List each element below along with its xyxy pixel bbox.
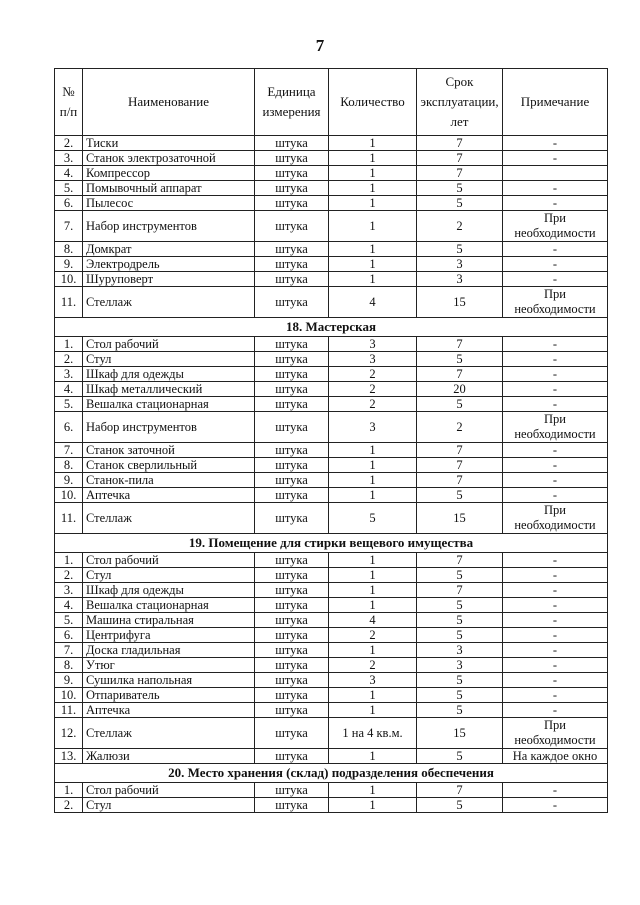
cell-note: - [503,352,608,367]
section-header-row [55,534,608,553]
cell-quantity: 1 [329,798,417,813]
cell-service-life: 7 [417,473,503,488]
cell-name: Центрифуга [83,628,255,643]
cell-number: 7. [55,443,83,458]
cell-quantity: 4 [329,613,417,628]
cell-name: Шуруповерт [83,272,255,287]
cell-quantity: 2 [329,628,417,643]
cell-name: Стол рабочий [83,337,255,352]
cell-name: Стеллаж [83,718,255,749]
cell-quantity: 1 [329,488,417,503]
table-row [55,783,608,798]
cell-quantity: 3 [329,337,417,352]
table-row [55,257,608,272]
cell-note: - [503,798,608,813]
cell-quantity: 1 [329,136,417,151]
cell-service-life: 5 [417,749,503,764]
cell-note: - [503,583,608,598]
cell-note: - [503,643,608,658]
cell-quantity: 1 [329,598,417,613]
cell-unit: штука [255,473,329,488]
cell-quantity: 1 [329,181,417,196]
table-row [55,703,608,718]
table-row [55,136,608,151]
cell-number: 7. [55,211,83,242]
cell-service-life: 7 [417,458,503,473]
table-body [55,136,608,813]
cell-service-life: 5 [417,488,503,503]
table-row [55,718,608,749]
cell-name: Вешалка стационарная [83,397,255,412]
cell-name: Станок-пила [83,473,255,488]
cell-name: Электродрель [83,257,255,272]
cell-unit: штука [255,337,329,352]
cell-quantity: 1 [329,443,417,458]
page-number: 7 [315,36,325,55]
cell-service-life: 5 [417,628,503,643]
cell-quantity: 1 [329,783,417,798]
cell-quantity: 1 [329,583,417,598]
cell-unit: штука [255,643,329,658]
cell-unit: штука [255,688,329,703]
cell-unit: штука [255,382,329,397]
table-row [55,272,608,287]
cell-quantity: 2 [329,658,417,673]
cell-number: 2. [55,798,83,813]
cell-service-life: 15 [417,287,503,318]
cell-quantity: 3 [329,673,417,688]
cell-unit: штука [255,568,329,583]
cell-quantity: 1 [329,242,417,257]
cell-number: 5. [55,397,83,412]
cell-name: Набор инструментов [83,412,255,443]
cell-name: Станок сверлильный [83,458,255,473]
cell-quantity: 1 [329,257,417,272]
table-header [55,69,608,136]
cell-unit: штука [255,397,329,412]
cell-number: 4. [55,166,83,181]
cell-service-life: 7 [417,553,503,568]
cell-note: - [503,458,608,473]
section-title: 19. Помещение для стирки вещевого имущества [55,534,608,553]
cell-unit: штука [255,503,329,534]
table-row [55,397,608,412]
cell-name: Пылесос [83,196,255,211]
cell-number: 2. [55,136,83,151]
cell-service-life: 2 [417,211,503,242]
cell-note: - [503,658,608,673]
cell-service-life: 5 [417,242,503,257]
cell-number: 4. [55,382,83,397]
cell-note: - [503,242,608,257]
cell-number: 7. [55,643,83,658]
cell-quantity: 1 [329,553,417,568]
cell-name: Домкрат [83,242,255,257]
table-row [55,242,608,257]
cell-number: 6. [55,412,83,443]
cell-name: Утюг [83,658,255,673]
header-name: Наименование [83,69,255,136]
cell-quantity: 3 [329,412,417,443]
cell-unit: штука [255,488,329,503]
cell-unit: штука [255,673,329,688]
cell-name: Стол рабочий [83,553,255,568]
cell-note: - [503,473,608,488]
cell-note: - [503,337,608,352]
table-row [55,151,608,166]
cell-name: Аптечка [83,703,255,718]
cell-quantity: 3 [329,352,417,367]
cell-name: Станок электрозаточной [83,151,255,166]
cell-name: Помывочный аппарат [83,181,255,196]
cell-number: 11. [55,503,83,534]
table-row [55,628,608,643]
cell-service-life: 7 [417,583,503,598]
cell-note: - [503,367,608,382]
cell-number: 10. [55,272,83,287]
cell-service-life: 5 [417,196,503,211]
cell-note: - [503,488,608,503]
cell-name: Станок заточной [83,443,255,458]
cell-unit: штука [255,798,329,813]
cell-unit: штука [255,443,329,458]
cell-note: - [503,181,608,196]
cell-unit: штука [255,166,329,181]
cell-service-life: 7 [417,783,503,798]
cell-number: 9. [55,257,83,272]
header-qty: Количество [329,69,417,136]
cell-service-life: 5 [417,798,503,813]
cell-service-life: 5 [417,352,503,367]
table-row [55,643,608,658]
cell-quantity: 1 [329,749,417,764]
cell-service-life: 3 [417,643,503,658]
cell-name: Шкаф металлический [83,382,255,397]
cell-service-life: 7 [417,151,503,166]
cell-note: - [503,613,608,628]
table-row [55,382,608,397]
cell-note: - [503,136,608,151]
cell-number: 2. [55,352,83,367]
table-row [55,688,608,703]
cell-note: При необходимости [503,412,608,443]
cell-service-life: 5 [417,613,503,628]
cell-note: - [503,783,608,798]
cell-unit: штука [255,352,329,367]
cell-unit: штука [255,196,329,211]
table-row [55,613,608,628]
table-row [55,673,608,688]
cell-name: Набор инструментов [83,211,255,242]
cell-number: 5. [55,181,83,196]
table-row [55,337,608,352]
cell-number: 9. [55,473,83,488]
cell-number: 8. [55,658,83,673]
cell-name: Шкаф для одежды [83,583,255,598]
cell-service-life: 7 [417,337,503,352]
table-row [55,568,608,583]
cell-quantity: 1 [329,703,417,718]
cell-unit: штука [255,718,329,749]
cell-service-life: 3 [417,257,503,272]
cell-unit: штука [255,211,329,242]
cell-quantity: 4 [329,287,417,318]
table-row [55,798,608,813]
cell-service-life: 2 [417,412,503,443]
cell-quantity: 1 [329,473,417,488]
table-row [55,598,608,613]
cell-name: Шкаф для одежды [83,367,255,382]
cell-unit: штука [255,136,329,151]
cell-service-life: 5 [417,397,503,412]
table-row [55,503,608,534]
cell-name: Стул [83,798,255,813]
cell-quantity: 1 [329,643,417,658]
table-row [55,443,608,458]
cell-number: 4. [55,598,83,613]
table-row [55,181,608,196]
cell-unit: штука [255,553,329,568]
cell-service-life: 20 [417,382,503,397]
cell-quantity: 2 [329,382,417,397]
cell-service-life: 5 [417,688,503,703]
cell-quantity: 1 [329,166,417,181]
cell-unit: штука [255,412,329,443]
cell-number: 9. [55,673,83,688]
equipment-table [54,68,608,813]
cell-service-life: 7 [417,443,503,458]
cell-quantity: 1 [329,568,417,583]
cell-quantity: 2 [329,397,417,412]
header-unit: Единица измерения [255,69,329,136]
cell-number: 11. [55,703,83,718]
table-row [55,196,608,211]
cell-note: - [503,196,608,211]
cell-name: Доска гладильная [83,643,255,658]
cell-name: Стеллаж [83,287,255,318]
cell-quantity: 1 на 4 кв.м. [329,718,417,749]
cell-number: 10. [55,688,83,703]
cell-number: 1. [55,337,83,352]
cell-note: При необходимости [503,503,608,534]
cell-unit: штука [255,613,329,628]
cell-unit: штука [255,598,329,613]
cell-name: Компрессор [83,166,255,181]
table-row [55,658,608,673]
cell-unit: штука [255,783,329,798]
cell-unit: штука [255,749,329,764]
cell-service-life: 15 [417,503,503,534]
table-row [55,352,608,367]
cell-name: Стол рабочий [83,783,255,798]
cell-number: 8. [55,242,83,257]
table-row [55,287,608,318]
cell-unit: штука [255,257,329,272]
cell-note: - [503,397,608,412]
cell-service-life: 5 [417,703,503,718]
cell-number: 1. [55,783,83,798]
cell-number: 11. [55,287,83,318]
cell-quantity: 5 [329,503,417,534]
cell-service-life: 15 [417,718,503,749]
cell-note: - [503,443,608,458]
cell-name: Аптечка [83,488,255,503]
cell-quantity: 1 [329,458,417,473]
cell-note [503,166,608,181]
cell-note: - [503,553,608,568]
cell-number: 12. [55,718,83,749]
cell-note: - [503,628,608,643]
cell-number: 2. [55,568,83,583]
cell-service-life: 7 [417,136,503,151]
cell-note: - [503,151,608,166]
section-title: 18. Мастерская [55,318,608,337]
cell-name: Тиски [83,136,255,151]
table-row [55,367,608,382]
cell-quantity: 1 [329,196,417,211]
cell-number: 10. [55,488,83,503]
cell-unit: штука [255,272,329,287]
cell-unit: штука [255,658,329,673]
cell-number: 5. [55,613,83,628]
cell-service-life: 5 [417,673,503,688]
cell-quantity: 2 [329,367,417,382]
cell-number: 1. [55,553,83,568]
cell-number: 6. [55,196,83,211]
cell-unit: штука [255,703,329,718]
cell-name: Стул [83,352,255,367]
cell-number: 13. [55,749,83,764]
cell-note: - [503,257,608,272]
cell-note: - [503,688,608,703]
cell-quantity: 1 [329,151,417,166]
cell-note: - [503,598,608,613]
table-row [55,473,608,488]
cell-name: Жалюзи [83,749,255,764]
table-row [55,749,608,764]
section-title: 20. Место хранения (склад) подразделения обеспечения [55,764,608,783]
cell-unit: штука [255,628,329,643]
header-life: Срок эксплуатации, лет [417,69,503,136]
cell-unit: штука [255,458,329,473]
table-row [55,412,608,443]
section-header-row [55,764,608,783]
cell-name: Отпариватель [83,688,255,703]
cell-note: - [503,703,608,718]
cell-quantity: 1 [329,211,417,242]
cell-service-life: 5 [417,598,503,613]
cell-service-life: 5 [417,568,503,583]
cell-note: На каждое окно [503,749,608,764]
cell-service-life: 7 [417,166,503,181]
table-row [55,458,608,473]
table-row [55,211,608,242]
cell-name: Вешалка стационарная [83,598,255,613]
header-note: Примечание [503,69,608,136]
cell-number: 3. [55,583,83,598]
table-row [55,583,608,598]
table-row [55,488,608,503]
cell-note: При необходимости [503,718,608,749]
cell-unit: штука [255,242,329,257]
cell-number: 3. [55,151,83,166]
cell-quantity: 1 [329,272,417,287]
cell-note: - [503,673,608,688]
cell-note: При необходимости [503,211,608,242]
cell-unit: штука [255,151,329,166]
cell-name: Машина стиральная [83,613,255,628]
cell-service-life: 7 [417,367,503,382]
header-num: № п/п [55,69,83,136]
cell-unit: штука [255,367,329,382]
cell-number: 8. [55,458,83,473]
cell-name: Стул [83,568,255,583]
cell-number: 6. [55,628,83,643]
table-row [55,553,608,568]
cell-note: - [503,568,608,583]
cell-service-life: 3 [417,658,503,673]
cell-name: Сушилка напольная [83,673,255,688]
cell-unit: штука [255,287,329,318]
cell-service-life: 5 [417,181,503,196]
cell-note: - [503,382,608,397]
cell-name: Стеллаж [83,503,255,534]
cell-service-life: 3 [417,272,503,287]
cell-note: - [503,272,608,287]
section-header-row [55,318,608,337]
cell-quantity: 1 [329,688,417,703]
table-row [55,166,608,181]
cell-number: 3. [55,367,83,382]
cell-note: При необходимости [503,287,608,318]
cell-unit: штука [255,181,329,196]
cell-unit: штука [255,583,329,598]
